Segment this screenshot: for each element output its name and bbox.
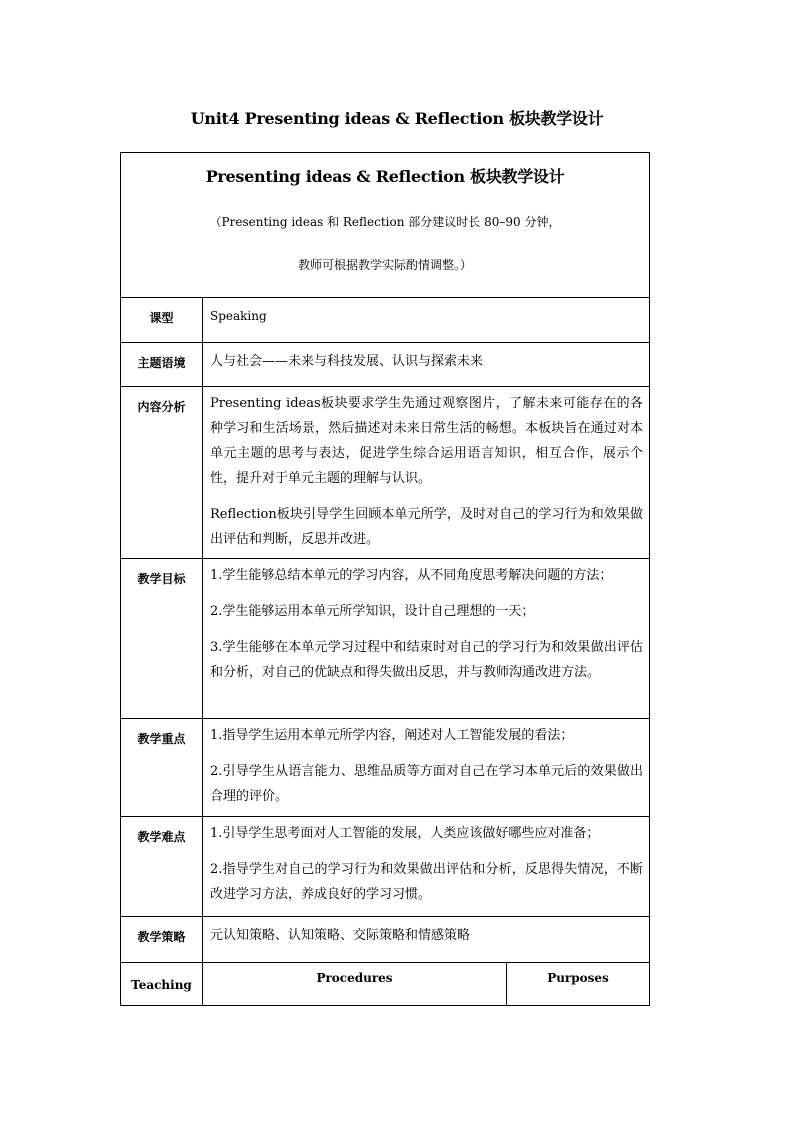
row-paragraph: 2.学生能够运用本单元所学知识，设计自己理想的一天； bbox=[210, 604, 535, 619]
teaching-label-cell bbox=[121, 963, 203, 1006]
teaching-label: Teaching bbox=[131, 978, 192, 992]
row-label: 教学目标 bbox=[137, 572, 186, 586]
document-title: Unit4 Presenting ideas & Reflection 板块教学设计 bbox=[190, 109, 604, 128]
row-label: 主题语境 bbox=[137, 356, 186, 370]
row-paragraph: 1.学生能够总结本单元的学习内容，从不同角度思考解决问题的方法； bbox=[210, 568, 613, 583]
row-paragraph: Speaking bbox=[210, 309, 267, 323]
procedures-header: Procedures bbox=[316, 971, 393, 985]
row-teaching-procedures-header bbox=[121, 963, 650, 1006]
row-paragraph: Presenting ideas板块要求学生先通过观察图片，了解未来可能存在的各种学习和生活场景，然后描述对未来日常生活的畅想。本板块旨在通过对本单元主题的思考与表达，促进学生综合运用语言知识，相互合作，展示个性，提升对于单元主题的理解与认识。 bbox=[210, 396, 644, 486]
row-paragraph: 2.指导学生对自己的学习行为和效果做出评估和分析，反思得失情况，不断改进学习方法，养成良好的学习习惯。 bbox=[210, 862, 644, 902]
row-paragraph: 1.引导学生思考面对人工智能的发展，人类应该做好哪些应对准备； bbox=[210, 826, 600, 841]
row-label-cell bbox=[121, 719, 203, 817]
table-header-row bbox=[121, 153, 650, 298]
row-content-analysis bbox=[121, 387, 650, 559]
table-title: Presenting ideas & Reflection 板块教学设计 bbox=[205, 167, 565, 186]
procedures-header-cell bbox=[203, 963, 507, 1006]
row-label-cell bbox=[121, 387, 203, 559]
row-theme-context bbox=[121, 343, 650, 387]
row-content-cell bbox=[203, 719, 650, 817]
row-teaching-focus bbox=[121, 719, 650, 817]
row-label-cell bbox=[121, 917, 203, 963]
row-label-cell bbox=[121, 298, 203, 343]
row-paragraph: 2.引导学生从语言能力、思维品质等方面对自己在学习本单元后的效果做出合理的评价。 bbox=[210, 764, 644, 804]
purposes-header-cell bbox=[507, 963, 650, 1006]
row-label: 内容分析 bbox=[137, 400, 186, 414]
row-content-cell bbox=[203, 343, 650, 387]
duration-note-line-2: 教师可根据教学实际酌情调整。） bbox=[298, 258, 473, 272]
row-content-cell bbox=[203, 917, 650, 963]
lesson-plan-table bbox=[120, 152, 650, 1006]
row-content-cell bbox=[203, 559, 650, 719]
table-header-cell bbox=[121, 153, 650, 298]
row-paragraph: 3.学生能够在本单元学习过程中和结束时对自己的学习行为和效果做出评估和分析，对自己的优缺点和得失做出反思，并与教师沟通改进方法。 bbox=[210, 640, 644, 680]
row-label: 教学难点 bbox=[137, 830, 186, 844]
row-lesson-type bbox=[121, 298, 650, 343]
row-teaching-objectives bbox=[121, 559, 650, 719]
row-teaching-difficulties bbox=[121, 817, 650, 917]
row-paragraph: 元认知策略、认知策略、交际策略和情感策略 bbox=[210, 928, 471, 943]
purposes-header: Purposes bbox=[547, 971, 609, 985]
row-content-cell bbox=[203, 298, 650, 343]
row-label-cell bbox=[121, 817, 203, 917]
duration-note-line-1: （Presenting ideas 和 Reflection 部分建议时长 80–90 分钟， bbox=[209, 215, 561, 229]
row-label: 课型 bbox=[149, 311, 174, 325]
row-label: 教学策略 bbox=[137, 930, 186, 944]
row-content-cell bbox=[203, 387, 650, 559]
row-paragraph: 1.指导学生运用本单元所学内容，阐述对人工智能发展的看法； bbox=[210, 728, 574, 743]
row-paragraph: Reflection板块引导学生回顾本单元所学，及时对自己的学习行为和效果做出评估和判断，反思并改进。 bbox=[210, 507, 644, 547]
row-content-cell bbox=[203, 817, 650, 917]
row-teaching-strategies bbox=[121, 917, 650, 963]
row-paragraph: 人与社会——未来与科技发展、认识与探索未来 bbox=[210, 354, 484, 369]
row-label: 教学重点 bbox=[137, 732, 186, 746]
row-label-cell bbox=[121, 559, 203, 719]
row-label-cell bbox=[121, 343, 203, 387]
